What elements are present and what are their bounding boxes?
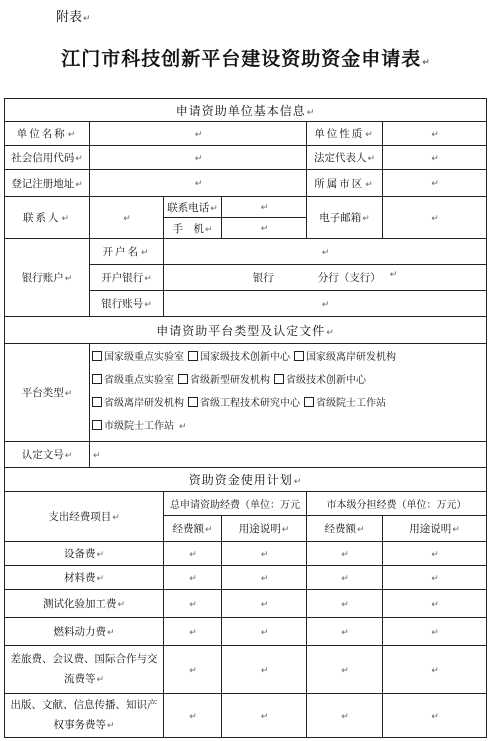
usage-cell[interactable]: ↵ [383,618,487,646]
opening-bank-label: 开户银行↵ [90,265,164,291]
amount-cell[interactable]: ↵ [164,542,222,566]
usage-cell[interactable]: ↵ [383,694,487,738]
section-basic-heading: 申请资助单位基本信息↵ [5,99,487,122]
usage-cell[interactable]: ↵ [222,566,307,590]
usage-cell[interactable]: ↵ [222,590,307,618]
usage-cell[interactable]: ↵ [222,618,307,646]
section-funding-heading: 资助资金使用计划↵ [5,468,487,492]
table-row [5,566,487,590]
reg-address-field[interactable]: ↵ [90,170,307,197]
mobile-field[interactable]: ↵ [222,218,307,239]
platform-option[interactable]: 省级院士工作站 [304,392,386,415]
platform-option[interactable]: 省级工程技术研究中心 [188,392,300,415]
reg-address-label: 登记注册地址↵ [5,170,90,197]
checkbox-icon[interactable] [92,374,102,384]
expense-item: 设备费↵ [5,542,164,566]
attachment-label: 附表↵ [56,10,91,25]
district-label: 所属市区↵ [307,170,383,197]
platform-type-options: 国家级重点实验室 国家级技术创新中心 国家级离岸研发机构 省级重点实验室 省级新型研发机构 省级技术创新中心 省级离岸研发机构 省级工程技术研究中心 省级院士工作站 市级院士工作站 ↵ [90,344,487,442]
expense-item: 燃料动力费↵ [5,618,164,646]
amount-cell[interactable]: ↵ [307,646,383,694]
unit-nature-label: 单位性质↵ [307,122,383,146]
amount-cell[interactable]: ↵ [164,694,222,738]
unit-name-label: 单位名称↵ [5,122,90,146]
local-header: 市本级分担经费（单位：万元） [307,492,487,516]
checkbox-icon[interactable] [274,374,284,384]
table-row [5,618,487,646]
amount-cell[interactable]: ↵ [307,694,383,738]
mobile-label: 手 机↵ [164,218,222,239]
contact-phone-label: 联系电话↵ [164,197,222,218]
platform-option[interactable]: 省级新型研发机构 [178,369,270,392]
checkbox-icon[interactable] [294,351,304,361]
account-name-field[interactable]: ↵ [164,239,487,265]
checkbox-icon[interactable] [188,351,198,361]
total-header: 总申请资助经费（单位：万元 [164,492,307,516]
section-platform-heading: 申请资助平台类型及认定文件↵ [5,317,487,344]
checkbox-icon[interactable] [178,374,188,384]
doc-no-field[interactable]: ↵ [90,442,487,468]
checkbox-icon[interactable] [92,351,102,361]
amount-cell[interactable]: ↵ [164,646,222,694]
branch-word: 分行（支行） [317,272,381,284]
total-amount-header: 经费额↵ [164,516,222,542]
platform-option[interactable]: 国家级重点实验室 [92,346,184,369]
amount-cell[interactable]: ↵ [307,566,383,590]
amount-cell[interactable]: ↵ [164,566,222,590]
legal-rep-label: 法定代表人↵ [307,146,383,170]
table-row [5,590,487,618]
email-field[interactable]: ↵ [383,197,487,239]
district-field[interactable]: ↵ [383,170,487,197]
unit-nature-field[interactable]: ↵ [383,122,487,146]
platform-option[interactable]: 省级重点实验室 [92,369,174,392]
credit-code-label: 社会信用代码↵ [5,146,90,170]
usage-cell[interactable]: ↵ [383,590,487,618]
total-usage-header: 用途说明↵ [222,516,307,542]
table-row [5,646,487,694]
expense-item: 测试化验加工费↵ [5,590,164,618]
usage-cell[interactable]: ↵ [222,542,307,566]
unit-name-field[interactable]: ↵ [90,122,307,146]
platform-type-label: 平台类型↵ [5,344,90,442]
bank-account-label: 银行账户↵ [5,239,90,317]
amount-cell[interactable]: ↵ [307,618,383,646]
contact-field[interactable]: ↵ [90,197,164,239]
table-row [5,542,487,566]
platform-option[interactable]: 国家级离岸研发机构 [294,346,396,369]
amount-cell[interactable]: ↵ [164,590,222,618]
contact-phone-field[interactable]: ↵ [222,197,307,218]
table-row [5,694,487,738]
local-usage-header: 用途说明↵ [383,516,487,542]
checkbox-icon[interactable] [92,397,102,407]
expense-item: 出版、文献、信息传播、知识产权事务费等↵ [5,694,164,738]
checkbox-icon[interactable] [188,397,198,407]
usage-cell[interactable]: ↵ [383,542,487,566]
local-amount-header: 经费额↵ [307,516,383,542]
usage-cell[interactable]: ↵ [222,694,307,738]
platform-option[interactable]: 国家级技术创新中心 [188,346,290,369]
contact-label: 联系人↵ [5,197,90,239]
account-name-label: 开户名↵ [90,239,164,265]
platform-option[interactable]: 省级技术创新中心 [274,369,366,392]
item-header: 支出经费项目↵ [5,492,164,542]
checkbox-icon[interactable] [304,397,314,407]
credit-code-field[interactable]: ↵ [90,146,307,170]
checkbox-icon[interactable] [92,420,102,430]
amount-cell[interactable]: ↵ [307,590,383,618]
usage-cell[interactable]: ↵ [222,646,307,694]
form-title: 江门市科技创新平台建设资助资金申请表↵ [61,48,431,70]
opening-bank-field[interactable]: 银行 分行（支行） ↵ [164,265,487,291]
legal-rep-field[interactable]: ↵ [383,146,487,170]
platform-option[interactable]: 省级离岸研发机构 [92,392,184,415]
application-form-table [4,98,487,738]
doc-no-label: 认定文号↵ [5,442,90,468]
usage-cell[interactable]: ↵ [383,566,487,590]
email-label: 电子邮箱↵ [307,197,383,239]
usage-cell[interactable]: ↵ [383,646,487,694]
platform-option[interactable]: 市级院士工作站 [92,415,174,438]
account-no-label: 银行账号↵ [90,291,164,317]
amount-cell[interactable]: ↵ [164,618,222,646]
amount-cell[interactable]: ↵ [307,542,383,566]
expense-item: 材料费↵ [5,566,164,590]
account-no-field[interactable]: ↵ [164,291,487,317]
bank-word: 银行 [252,272,274,284]
expense-item: 差旅费、会议费、国际合作与交流费等↵ [5,646,164,694]
